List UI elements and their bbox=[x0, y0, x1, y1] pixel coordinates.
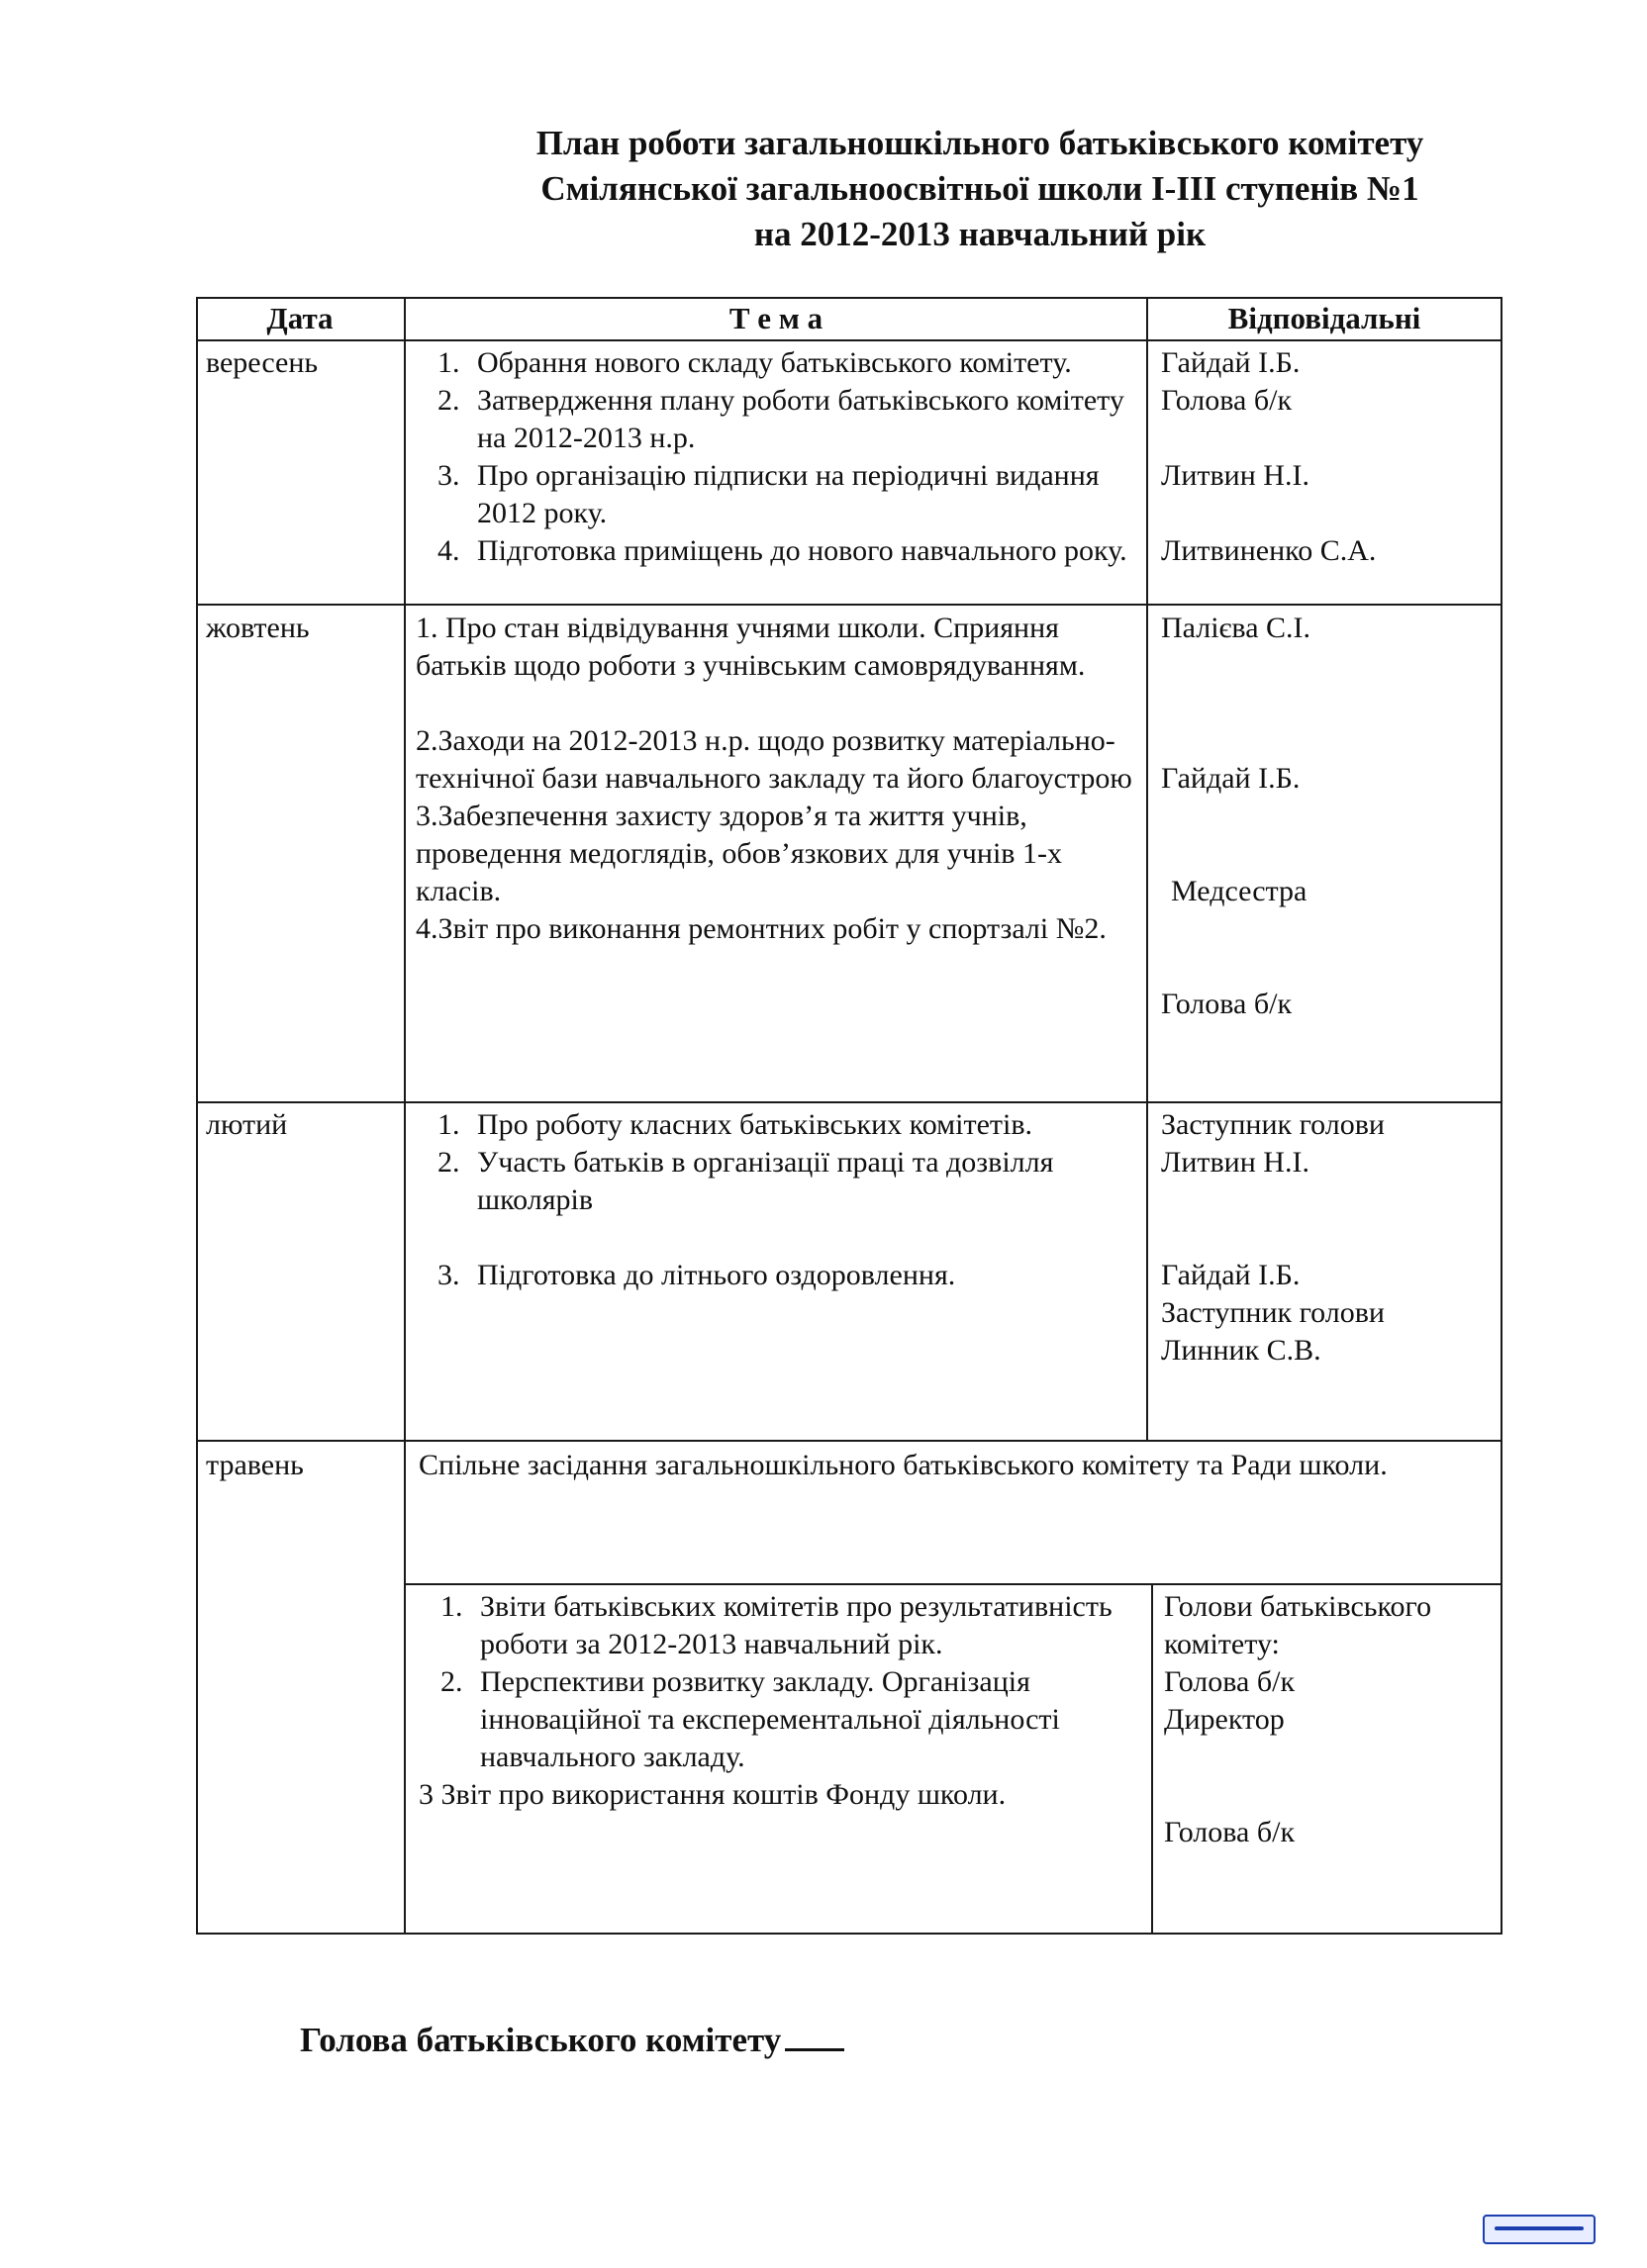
signature-blank bbox=[785, 2019, 844, 2051]
row-divider-1 bbox=[196, 604, 1502, 606]
responsible-person: Гайдай І.Б. bbox=[1161, 762, 1301, 795]
responsible-person: Директор bbox=[1164, 1703, 1285, 1736]
title-line-1: План роботи загальношкільного батьківського комітету bbox=[535, 124, 1424, 162]
row-date-october: жовтень bbox=[206, 612, 310, 644]
document-title bbox=[327, 121, 1633, 257]
row-divider-2 bbox=[196, 1101, 1502, 1103]
row-date-may: травень bbox=[206, 1449, 304, 1481]
responsible-person: Линник С.В. bbox=[1161, 1334, 1321, 1367]
responsible-person: Голова б/к bbox=[1164, 1816, 1296, 1848]
row-date-september: вересень bbox=[206, 346, 319, 379]
topic-item: 2. Затвердження плану роботи батьківського комітету на 2012-2013 н.р. bbox=[467, 382, 1138, 457]
row-topics-october bbox=[416, 610, 1138, 948]
topic-item: 2. Участь батьків в організації праці та дозвілля школярів bbox=[467, 1144, 1138, 1219]
topic-item: 1. Про роботу класних батьківських комітетів. bbox=[467, 1106, 1138, 1144]
responsible-person: Литвиненко С.А. bbox=[1161, 534, 1377, 567]
responsible-person: Литвин Н.І. bbox=[1161, 459, 1309, 492]
topic-item: 4.Звіт про виконання ремонтних робіт у спортзалі №2. bbox=[416, 912, 1107, 945]
responsible-person: Заступник голови bbox=[1161, 1108, 1385, 1141]
responsible-person: Палієва С.І. bbox=[1161, 612, 1311, 644]
responsible-person: комітету: bbox=[1164, 1628, 1280, 1660]
watermark-stamp bbox=[1483, 2215, 1596, 2244]
topic-item: 3. Підготовка до літнього оздоровлення. bbox=[467, 1257, 1138, 1294]
column-divider-2b bbox=[1151, 1583, 1153, 1935]
responsible-person: Голова б/к bbox=[1164, 1665, 1296, 1698]
topic-item: 3.Забезпечення захисту здоров’я та життя учнів, проведення медоглядів, обов’язкових для учнів 1-х класів. bbox=[416, 800, 1062, 907]
header-responsible: Відповідальні bbox=[1227, 301, 1421, 335]
row-date-february: лютий bbox=[206, 1108, 288, 1141]
row-divider-3 bbox=[196, 1440, 1502, 1442]
responsible-person: Литвин Н.І. bbox=[1161, 1146, 1309, 1179]
signature-label: Голова батьківського комітету bbox=[300, 2021, 782, 2059]
topic-item: 2.Заходи на 2012-2013 н.р. щодо розвитку матеріально-технічної бази навчального закладу та його благоустрою bbox=[416, 724, 1132, 795]
responsible-person: Гайдай І.Б. bbox=[1161, 1259, 1301, 1291]
topic-item: 2. Перспективи розвитку закладу. Організація інноваційної та експерементальної діяльності навчального закладу. bbox=[470, 1663, 1141, 1776]
row-topics-may bbox=[419, 1588, 1141, 1814]
responsible-person: Медсестра bbox=[1171, 875, 1308, 907]
topic-item: 1. Обрання нового складу батьківського комітету. bbox=[467, 344, 1138, 382]
title-line-3: на 2012-2013 навчальний рік bbox=[753, 215, 1207, 253]
header-topic: Т е м а bbox=[728, 301, 824, 335]
responsible-person: Голова б/к bbox=[1161, 384, 1293, 417]
table-border-left bbox=[196, 297, 198, 1935]
header-date: Дата bbox=[266, 301, 334, 335]
row-responsible-may bbox=[1164, 1588, 1499, 1851]
topic-item: 3 Звіт про використання коштів Фонду школи. bbox=[419, 1778, 1007, 1811]
topic-item: 3. Про організацію підписки на періодичні видання 2012 року. bbox=[467, 457, 1138, 532]
signature-line bbox=[300, 2019, 844, 2060]
table-border-right bbox=[1501, 297, 1502, 1935]
row-topics-september bbox=[416, 344, 1138, 570]
row-responsible-february bbox=[1161, 1106, 1498, 1370]
responsible-person: Голови батьківського bbox=[1164, 1590, 1432, 1623]
table-border-bottom bbox=[196, 1933, 1502, 1935]
inner-divider-may bbox=[406, 1583, 1502, 1585]
row-topics-february bbox=[416, 1106, 1138, 1294]
row-merged-may: Спільне засідання загальношкільного батьківського комітету та Ради школи. bbox=[419, 1449, 1388, 1481]
column-divider-2a bbox=[1146, 297, 1148, 1440]
responsible-person: Заступник голови bbox=[1161, 1296, 1385, 1329]
topic-item: 4. Підготовка приміщень до нового навчального року. bbox=[467, 532, 1138, 570]
topic-item: 1. Про стан відвідування учнями школи. Сприяння батьків щодо роботи з учнівським самоврядуванням. bbox=[416, 612, 1086, 682]
title-line-2: Смілянської загальноосвітньої школи І-ІІІ ступенів №1 bbox=[540, 169, 1419, 208]
topic-item: 1. Звіти батьківських комітетів про результативність роботи за 2012-2013 навчальний рік. bbox=[470, 1588, 1141, 1663]
row-responsible-october bbox=[1161, 610, 1498, 1023]
row-responsible-september bbox=[1161, 344, 1498, 570]
column-divider-1 bbox=[404, 297, 406, 1935]
responsible-person: Голова б/к bbox=[1161, 988, 1293, 1020]
plan-table bbox=[196, 297, 1502, 1935]
responsible-person: Гайдай І.Б. bbox=[1161, 346, 1301, 379]
